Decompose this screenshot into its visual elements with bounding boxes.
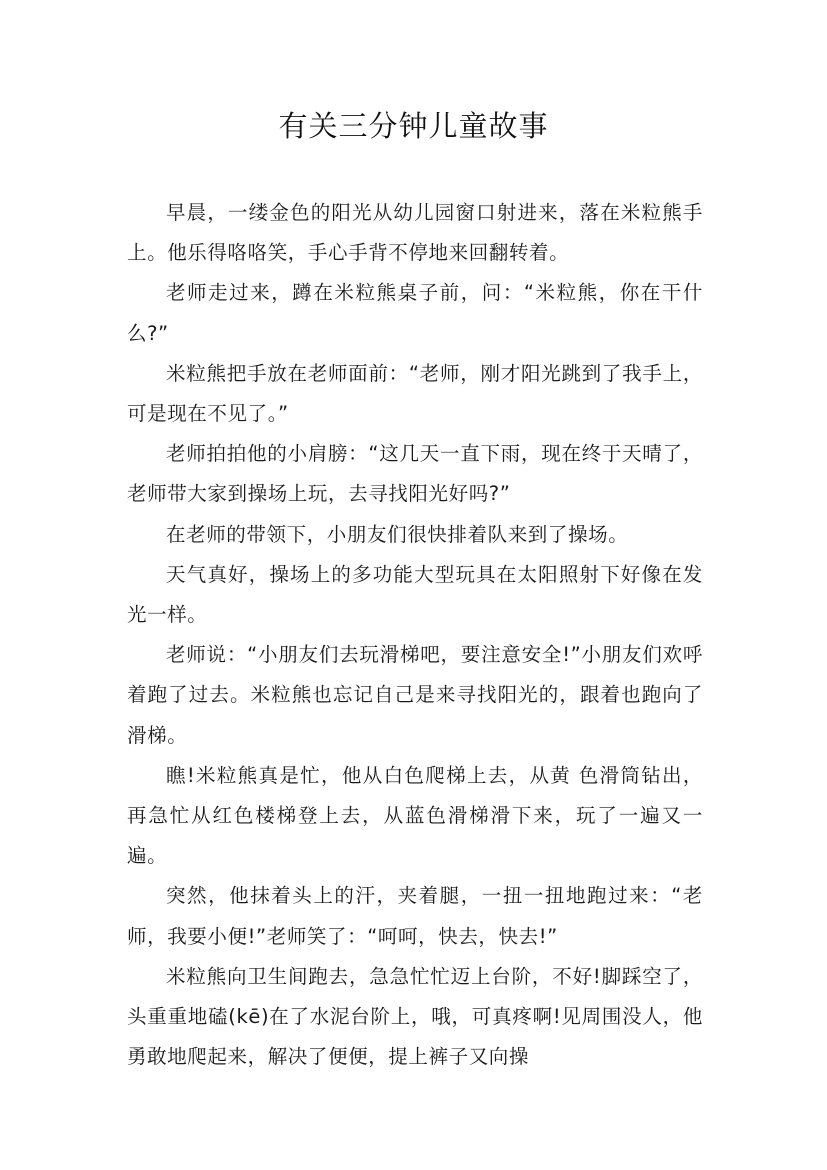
paragraph: 天气真好，操场上的多功能大型玩具在太阳照射下好像在发光一样。 [127, 562, 703, 627]
paragraph: 米粒熊把手放在老师面前：“老师，刚才阳光跳到了我手上，可是现在不见了。” [127, 361, 703, 426]
paragraph: 突然，他抹着头上的汗，夹着腿，一扭一扭地跑过来：“老师，我要小便!”老师笑了：“呵呵，快去，快去!” [127, 884, 703, 948]
paragraph: 在老师的带领下，小朋友们很快排着队来到了操场。 [166, 522, 629, 546]
paragraph: 瞧!米粒熊真是忙，他从白色爬梯上去，从黄 色滑筒钻出，再急忙从红色楼梯登上去，从蓝色滑梯滑下来，玩了一遍又一遍。 [127, 763, 703, 868]
paragraph: 老师走过来，蹲在米粒熊桌子前，问：“米粒熊，你在干什么?” [127, 281, 703, 345]
paragraph: 米粒熊向卫生间跑去，急急忙忙迈上台阶，不好!脚踩空了，头重重地磕(kē)在了水泥台阶上，哦，可真疼啊!见周围没人，他勇敢地爬起来，解决了便便，提上裤子又向操 [127, 964, 703, 1069]
paragraph: 早晨，一缕金色的阳光从幼儿园窗口射进来，落在米粒熊手上。他乐得咯咯笑，手心手背不停地来回翻转着。 [127, 201, 703, 265]
document-title: 有关三分钟儿童故事 [278, 109, 549, 143]
document-body [127, 193, 703, 1077]
paragraph: 老师说：“小朋友们去玩滑梯吧，要注意安全!”小朋友们欢呼着跑了过去。米粒熊也忘记自己是来寻找阳光的，跟着也跑向了滑梯。 [127, 643, 703, 747]
paragraph: 老师拍拍他的小肩膀：“这几天一直下雨，现在终于天晴了，老师带大家到操场上玩，去寻找阳光好吗?” [127, 442, 703, 506]
